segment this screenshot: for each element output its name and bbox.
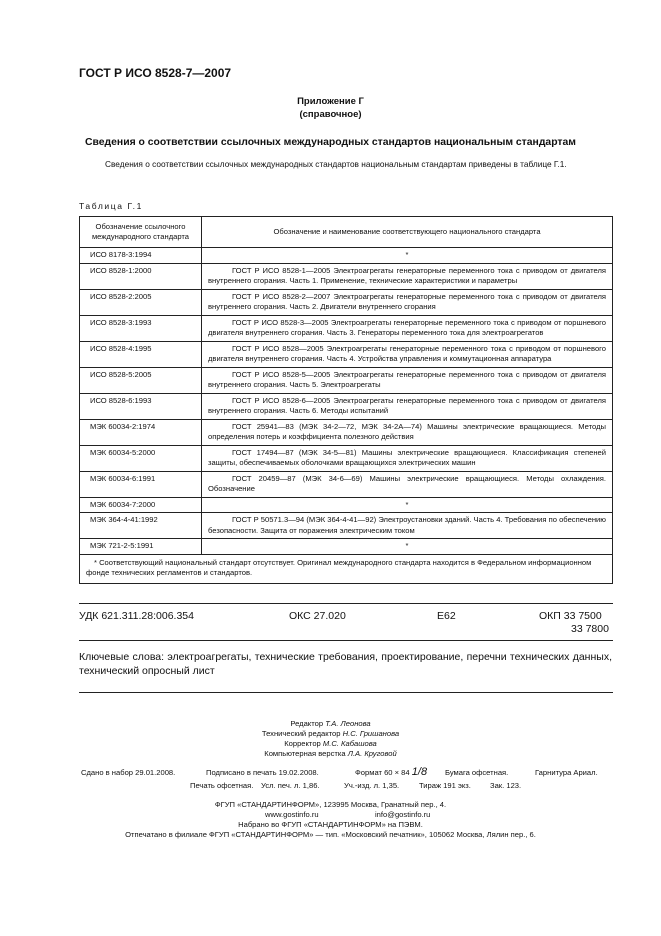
national-standard-cell: * xyxy=(202,248,613,264)
national-standard-cell: ГОСТ Р ИСО 8528-5—2005 Электроагрегаты генераторные переменного тока с приводом от двигателя внутреннего сгорания. Часть 5. Электроагрегаты xyxy=(202,367,613,393)
imprint-paper: Бумага офсетная. xyxy=(445,768,509,777)
credit-tech-editor: Технический редактор Н.С. Гришанова xyxy=(261,729,400,738)
okp-code: ОКП 33 7500 xyxy=(539,610,602,622)
e-code: Е62 xyxy=(437,610,456,622)
ref-standard-cell: МЭК 60034-7:2000 xyxy=(80,497,202,513)
ref-standard-cell: МЭК 60034-2:1974 xyxy=(80,419,202,445)
imprint-format: Формат 60 × 84 1/8 xyxy=(355,766,428,778)
national-standard-cell: ГОСТ Р ИСО 8528-3—2005 Электроагрегаты генераторные переменного тока с приводом от поршневого двигателя внутреннего сгорания. Часть 3. Генераторы переменного тока для электроагрегатов xyxy=(202,315,613,341)
imprint-signed: Подписано в печать 19.02.2008. xyxy=(206,768,319,777)
national-standard-cell: ГОСТ 17494—87 (МЭК 34-5—81) Машины электрические вращающиеся. Классификация степеней защиты, обеспечиваемых оболочками вращающихся электрических машин xyxy=(202,445,613,471)
national-standard-cell: ГОСТ 20459—87 (МЭК 34-6—69) Машины электрические вращающиеся. Методы охлаждения. Обозначение xyxy=(202,471,613,497)
publisher-site[interactable]: www.gostinfo.ru xyxy=(265,810,319,819)
table-row xyxy=(80,539,613,555)
table-row xyxy=(80,263,613,289)
national-standard-cell: * xyxy=(202,497,613,513)
national-standard-cell: ГОСТ Р 50571.3—94 (МЭК 364-4-41—92) Электроустановки зданий. Часть 4. Требования по обеспечению безопасности. Защита от поражения электрическим током xyxy=(202,513,613,539)
divider-bottom xyxy=(79,692,613,693)
table-footnote: * Соответствующий национальный стандарт отсутствует. Оригинал международного стандарта находится в Федеральном информационном фонде технических регламентов и стандартов. xyxy=(80,554,613,583)
okp-code-2: 33 7800 xyxy=(571,623,609,635)
ref-standard-cell: МЭК 721-2-5:1991 xyxy=(80,539,202,555)
ref-standard-cell: ИСО 8528-6:1993 xyxy=(80,393,202,419)
national-standard-cell: * xyxy=(202,539,613,555)
credit-corrector: Корректор М.С. Кабашова xyxy=(284,739,377,748)
appendix-kind: (справочное) xyxy=(299,109,362,120)
table-row xyxy=(80,289,613,315)
ref-standard-cell: МЭК 364-4-41:1992 xyxy=(80,513,202,539)
table-row xyxy=(80,513,613,539)
credit-layout: Компьютерная верстка Л.А. Круговой xyxy=(264,749,397,758)
ref-standard-cell: ИСО 8528-2:2005 xyxy=(80,289,202,315)
table-header-ref: Обозначение ссылочного международного стандарта xyxy=(80,217,202,248)
national-standard-cell: ГОСТ Р ИСО 8528-1—2005 Электроагрегаты генераторные переменного тока с приводом от двигателя внутреннего сгорания. Часть 1. Применение, технические характеристики и параметры xyxy=(202,263,613,289)
imprint-order: Зак. 123. xyxy=(490,781,522,790)
table-caption: Таблица Г.1 xyxy=(79,201,143,211)
ref-standard-cell: ИСО 8528-4:1995 xyxy=(80,341,202,367)
ref-standard-cell: ИСО 8528-5:2005 xyxy=(80,367,202,393)
imprint-print-type: Печать офсетная. xyxy=(190,781,254,790)
table-header-national: Обозначение и наименование соответствующего национального стандарта xyxy=(202,217,613,248)
imprint-run: Тираж 191 экз. xyxy=(419,781,471,790)
national-standard-cell: ГОСТ 25941—83 (МЭК 34-2—72, МЭК 34-2А—74) Машины электрические вращающиеся. Методы определения потерь и коэффициента полезного действия xyxy=(202,419,613,445)
keywords: Ключевые слова: электроагрегаты, технические требования, проектирование, перечни технических данных, технический опросный лист xyxy=(79,651,612,677)
appendix-title: Сведения о соответствии ссылочных международных стандартов национальным стандартам xyxy=(85,137,576,148)
table-row xyxy=(80,419,613,445)
table-row xyxy=(80,248,613,264)
ref-standard-cell: МЭК 60034-5:2000 xyxy=(80,445,202,471)
ref-standard-cell: МЭК 60034-6:1991 xyxy=(80,471,202,497)
table-footnote-row xyxy=(80,554,613,583)
imprint-pub-sheets: Уч.-изд. л. 1,35. xyxy=(344,781,400,790)
table-row xyxy=(80,341,613,367)
divider-middle xyxy=(79,640,613,641)
intro-paragraph: Сведения о соответствии ссылочных международных стандартов национальным стандартам приведены в таблице Г.1. xyxy=(105,159,567,169)
oks-code: ОКС 27.020 xyxy=(289,610,346,622)
udc-code: УДК 621.311.28:006.354 xyxy=(79,610,194,622)
table-row xyxy=(80,497,613,513)
publisher-printed: Отпечатано в филиале ФГУП «СТАНДАРТИНФОРМ» — тип. «Московский печатник», 105062 Москва, Лялин пер., 6. xyxy=(125,830,536,839)
table-row xyxy=(80,315,613,341)
table-row xyxy=(80,393,613,419)
imprint-typeface: Гарнитура Ариал. xyxy=(535,768,598,777)
table-row xyxy=(80,367,613,393)
table-row xyxy=(80,471,613,497)
imprint-submitted: Сдано в набор 29.01.2008. xyxy=(81,768,176,777)
credit-editor: Редактор Т.А. Леонова xyxy=(290,719,371,728)
imprint-print-sheets: Усл. печ. л. 1,86. xyxy=(261,781,320,790)
national-standard-cell: ГОСТ Р ИСО 8528—2005 Электроагрегаты генераторные переменного тока с приводом от поршневого двигателя внутреннего сгорания. Часть 4. Устройства управления и коммутационная аппаратура xyxy=(202,341,613,367)
publisher-address: ФГУП «СТАНДАРТИНФОРМ», 123995 Москва, Гранатный пер., 4. xyxy=(214,800,447,809)
correspondence-table xyxy=(79,216,613,584)
ref-standard-cell: ИСО 8528-1:2000 xyxy=(80,263,202,289)
national-standard-cell: ГОСТ Р ИСО 8528-2—2007 Электроагрегаты генераторные переменного тока с приводом от двигателя внутреннего сгорания. Часть 2. Двигатели внутреннего сгорания xyxy=(202,289,613,315)
table-row xyxy=(80,445,613,471)
publisher-typeset: Набрано во ФГУП «СТАНДАРТИНФОРМ» на ПЭВМ. xyxy=(238,820,423,829)
appendix-label: Приложение Г xyxy=(297,96,364,107)
national-standard-cell: ГОСТ Р ИСО 8528-6—2005 Электроагрегаты генераторные переменного тока с приводом от двигателя внутреннего сгорания. Часть 6. Методы испытаний xyxy=(202,393,613,419)
ref-standard-cell: ИСО 8528-3:1993 xyxy=(80,315,202,341)
document-header-code: ГОСТ Р ИСО 8528-7—2007 xyxy=(79,66,232,80)
publisher-email[interactable]: info@gostinfo.ru xyxy=(375,810,431,819)
divider-top xyxy=(79,603,613,604)
ref-standard-cell: ИСО 8178-3:1994 xyxy=(80,248,202,264)
